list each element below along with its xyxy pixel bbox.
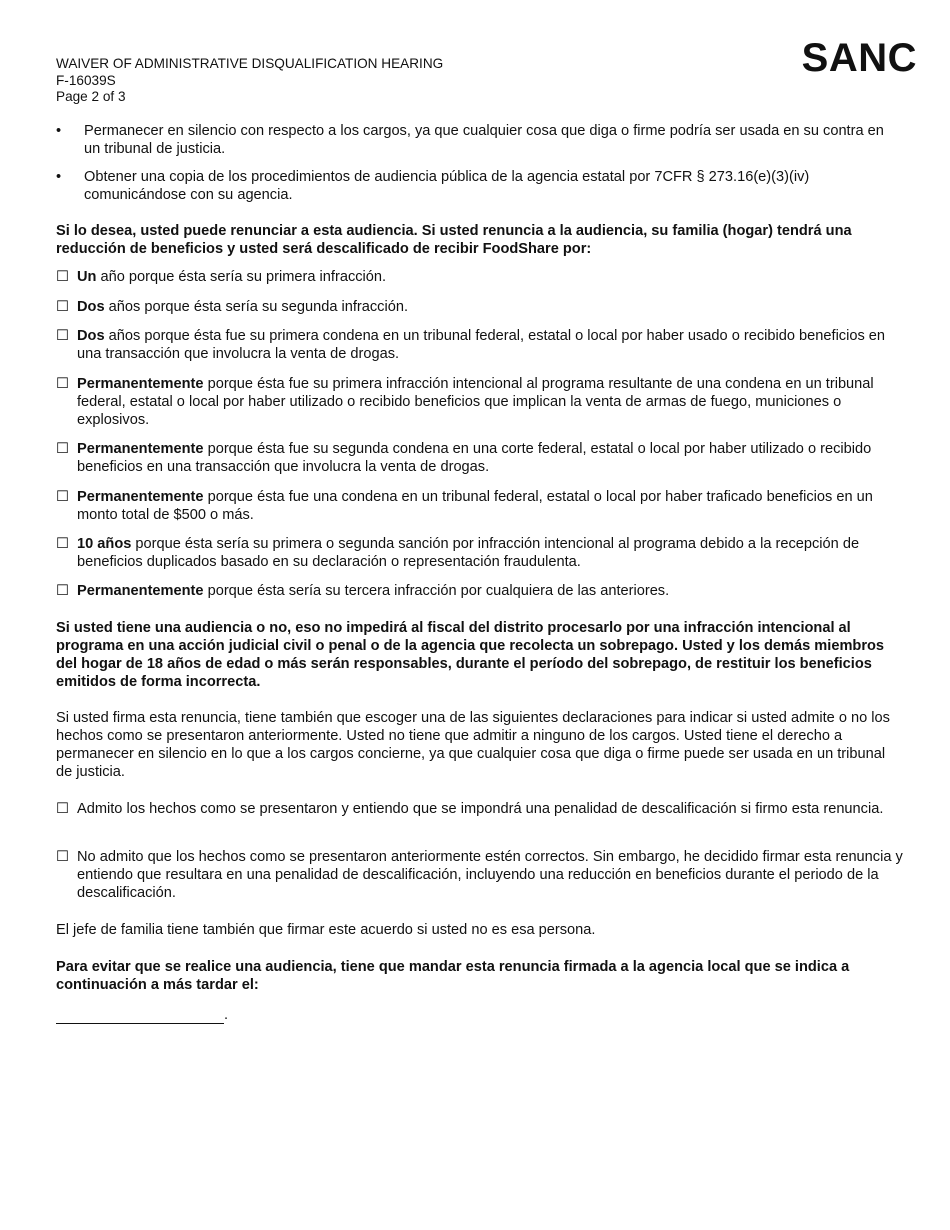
statement-admit: ☐ Admito los hechos como se presentaron y entiendo que se impondrá una penalidad de descalificación si firmo esta renuncia.: [56, 801, 884, 817]
head-of-household-note: El jefe de familia tiene también que firmar este acuerdo si usted no es esa persona.: [56, 922, 596, 938]
checkbox-icon[interactable]: ☐: [56, 489, 70, 505]
list-item: • Permanecer en silencio con respecto a los cargos, ya que cualquier cosa que diga o firme podría ser usada en su contra en un tribunal de justicia.: [56, 123, 884, 157]
bullet-icon: •: [56, 123, 62, 139]
checkbox-icon[interactable]: ☐: [56, 583, 70, 599]
prosecution-notice: Si usted tiene una audiencia o no, eso no impedirá al fiscal del distrito procesarlo por una infracción intencional al programa en una acción judicial civil o penal o de la agencia que recolecta un sobrepago. Usted y los demás miembros del hogar de 18 años de edad o más serán responsables, durante el período del sobrepago, de restituir los beneficios emitidos de forma incorrecta.: [56, 620, 885, 690]
form-header: [56, 56, 443, 106]
list-item: • Obtener una copia de los procedimientos de audiencia pública de la agencia estatal por 7CFR § 273.16(e)(3)(iv) comunicándose con su agencia.: [56, 169, 810, 203]
checkbox-icon[interactable]: ☐: [56, 376, 70, 392]
sign-instructions: Si usted firma esta renuncia, tiene también que escoger una de las siguientes declaraciones para indicar si usted admite o no los hechos como se presentaron anteriormente. Usted no tiene que admitir a ninguno de los cargos. Usted tiene el derecho a permanecer en silencio en lo que a los cargos concierne, ya que cualquier cosa que diga o firme puede ser usada en un tribunal de justicia.: [56, 710, 890, 780]
penalty-option-5: ☐ Permanentemente porque ésta fue su segunda condena en una corte federal, estatal o local por haber utilizado o recibido beneficios en una transacción que involucra la venta de drogas.: [56, 441, 872, 475]
form-title: WAIVER OF ADMINISTRATIVE DISQUALIFICATION HEARING: [56, 56, 444, 71]
page-number: Page 2 of 3: [56, 89, 126, 104]
rights-list: [56, 122, 890, 214]
waiver-intro: Si lo desea, usted puede renunciar a esta audiencia. Si usted renuncia a la audiencia, su familia (hogar) tendrá una reducción de beneficios y usted será descalificado de recibir FoodShare por:: [56, 223, 852, 257]
bullet-icon: •: [56, 169, 62, 185]
penalty-option-2: ☐ Dos años porque ésta sería su segunda infracción.: [56, 299, 408, 315]
penalty-option-1: ☐ Un año porque ésta sería su primera infracción.: [56, 269, 387, 285]
penalty-option-3: ☐ Dos años porque ésta fue su primera condena en un tribunal federal, estatal o local por haber usado o recibido beneficios en una transacción que involucra la venta de drogas.: [56, 328, 886, 362]
penalty-option-7: ☐ 10 años porque ésta sería su primera o segunda sanción por infracción intencional al programa debido a la recepción de beneficios duplicados basado en su declaración o representación fraudulenta.: [56, 536, 860, 570]
penalty-option-6: ☐ Permanentemente porque ésta fue una condena en un tribunal federal, estatal o local por haber traficado beneficios en un monto total de $500 o más.: [56, 489, 873, 523]
penalty-option-8: ☐ Permanentemente porque ésta sería su tercera infracción por cualquiera de las anteriores.: [56, 583, 670, 599]
checkbox-icon[interactable]: ☐: [56, 801, 70, 817]
checkbox-icon[interactable]: ☐: [56, 441, 70, 457]
checkbox-icon[interactable]: ☐: [56, 328, 70, 344]
checkbox-icon[interactable]: ☐: [56, 849, 70, 865]
deadline-date-field[interactable]: .: [56, 1006, 228, 1024]
date-blank-line[interactable]: [56, 1006, 224, 1024]
sanc-badge: SANC: [801, 36, 917, 80]
checkbox-icon[interactable]: ☐: [56, 536, 70, 552]
checkbox-icon[interactable]: ☐: [56, 269, 70, 285]
penalty-option-4: ☐ Permanentemente porque ésta fue su primera infracción intencional al programa resultante de una condena en un tribunal federal, estatal o local por haber utilizado o recibido beneficios que implican la venta de armas de fuego, municiones o explosivos.: [56, 376, 874, 428]
deadline-notice: Para evitar que se realice una audiencia, tiene que mandar esta renuncia firmada a la agencia local que se indica a continuación a más tardar el:: [56, 959, 850, 993]
statement-not-admit: ☐ No admito que los hechos como se presentaron anteriormente estén correctos. Sin embargo, he decidido firmar esta renuncia y entiendo que resultara en una penalidad de descalificación, incluyendo una reducción en beneficios durante el periodo de la descalificación.: [56, 849, 903, 901]
checkbox-icon[interactable]: ☐: [56, 299, 70, 315]
form-number: F-16039S: [56, 72, 116, 88]
